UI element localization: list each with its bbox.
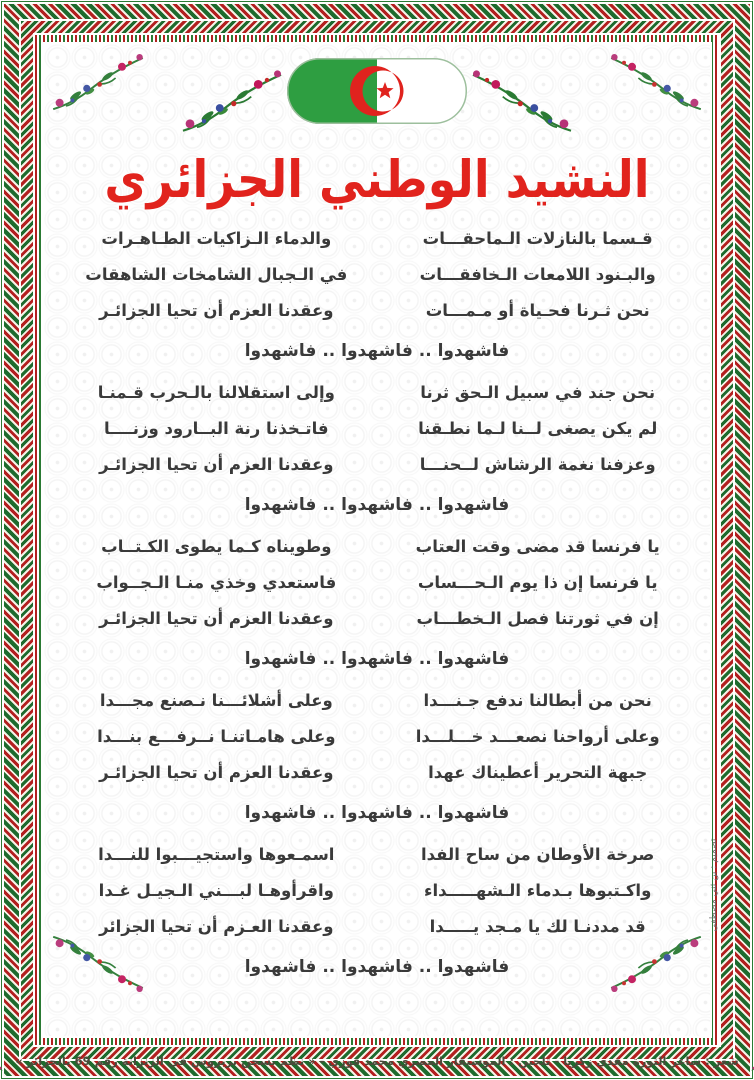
floral-spray-icon [608, 932, 704, 996]
stanza-5-left-column [68, 837, 365, 945]
verse-line: نحن من أبطالنا ندفع جـنـــدا [423, 691, 652, 711]
verse-line: وعقدنا العزم أن تحيا الجزائـر [99, 301, 334, 321]
verse-line: وعقدنا العزم أن تحيا الجزائـر [99, 455, 334, 475]
stanza-1-left-column [68, 221, 365, 329]
stanza-3 [44, 529, 710, 637]
stanza-2-right-column [389, 375, 686, 483]
stanza-2 [44, 375, 710, 483]
verse-line: وعلى أشلائـــنا نـصنع مجـــدا [99, 691, 333, 711]
refrain-line: فاشهدوا .. فاشهدوا .. فاشهدوا [244, 495, 510, 516]
refrain-line: فاشهدوا .. فاشهدوا .. فاشهدوا [244, 957, 510, 978]
verse-line: يا فرنسا قد مضى وقت العتاب [415, 537, 660, 557]
verse-line: وعلى هامـاتنـا نــرفـــع بنـــدا [97, 727, 336, 747]
floral-spray-icon [747, 1050, 754, 1072]
verse-line: وإلى استقلالنا بالـحرب قـمنـا [97, 383, 335, 403]
verse-line: في الـجبال الشامخات الشاهقات [85, 265, 348, 285]
verse-line: وعقدنا العزم أن تحيا الجزائـر [99, 609, 334, 629]
verse-line: وطويناه كـما يطوى الكـتــاب [101, 537, 332, 557]
flag-row [44, 44, 710, 142]
page-title: النشيد الوطني الجزائري [104, 148, 650, 210]
verse-line: والدماء الـزاكيات الطـاهـرات [101, 229, 332, 249]
verse-line: قد مددنـا لك يا مـجد يـــــدا [429, 917, 646, 937]
stanza-2-left-column [68, 375, 365, 483]
stanza-4-right-column [389, 683, 686, 791]
stanza-3-left-column [68, 529, 365, 637]
floral-spray-icon [172, 66, 292, 136]
designer-credit: تصميم : بن ثني مصطفى [709, 838, 719, 932]
algeria-flag-icon [287, 58, 467, 124]
verse-line: فاستعدي وخذي منـا الـجــواب [96, 573, 337, 593]
anthem-body [44, 221, 710, 987]
stanza-4 [44, 683, 710, 791]
verse-line: صرخة الأوطان من ساح الفدا [420, 845, 655, 865]
poster-sheet [44, 44, 710, 1036]
verse-line: نحن ثـرنا فحـياة أو مـمـــات [425, 301, 650, 321]
verse-line: اسمـعوها واستجيـــبوا للنـــدا [98, 845, 335, 865]
verse-line: قـسما بالنازلات الـماحقـــات [422, 229, 653, 249]
verse-line: فاتـخذنا رنة البــارود وزنــــا [104, 419, 329, 439]
verse-line: واكـتبوها بـدماء الـشهـــــداء [424, 881, 652, 901]
verse-line: والبـنود اللامعات الـخافقـــات [419, 265, 656, 285]
verse-line: واقرأوهـا لبـــني الـجيـل غـدا [98, 881, 334, 901]
floral-spray-icon [462, 66, 582, 136]
verse-line: يا فرنسا إن ذا يوم الـحـــساب [417, 573, 658, 593]
credits-bar [0, 1050, 754, 1072]
verse-line: جبهة التحرير أعطيناك عهدا [428, 763, 648, 783]
stanza-4-left-column [68, 683, 365, 791]
stanza-5-right-column [389, 837, 686, 945]
stanza-1-right-column [389, 221, 686, 329]
refrain-line: فاشهدوا .. فاشهدوا .. فاشهدوا [244, 649, 510, 670]
verse-line: وعلى أرواحنا نصعـــد خـــلـــدا [415, 727, 660, 747]
credits-text: شعر : شاعر الثورة مفدي زكريا - تلحين : الموسيقار المصري محمد فوزي - « نظم بسجن بربروس في الزنزانة رقم 69 بالجزائر » [15, 1054, 739, 1068]
floral-spray-icon [0, 1050, 7, 1072]
refrain-line: فاشهدوا .. فاشهدوا .. فاشهدوا [244, 803, 510, 824]
verse-line: إن في ثورتنا فصل الـخطـــاب [416, 609, 659, 629]
verse-line: وعزفنا نغمة الرشاش لــحنـــا [419, 455, 656, 475]
verse-line: لم يكن يصغى لــنا لـما نطـقنا [418, 419, 658, 439]
refrain-line: فاشهدوا .. فاشهدوا .. فاشهدوا [244, 341, 510, 362]
verse-line: وعقدنا العزم أن تحيا الجزائـر [99, 763, 334, 783]
verse-line: نحن جند في سبيل الـحق ثرنا [420, 383, 656, 403]
verse-line: وعقدنا العـزم أن تحيا الجزائر [99, 917, 334, 937]
floral-spray-icon [50, 932, 146, 996]
stanza-5 [44, 837, 710, 945]
stanza-1 [44, 221, 710, 329]
stanza-3-right-column [389, 529, 686, 637]
